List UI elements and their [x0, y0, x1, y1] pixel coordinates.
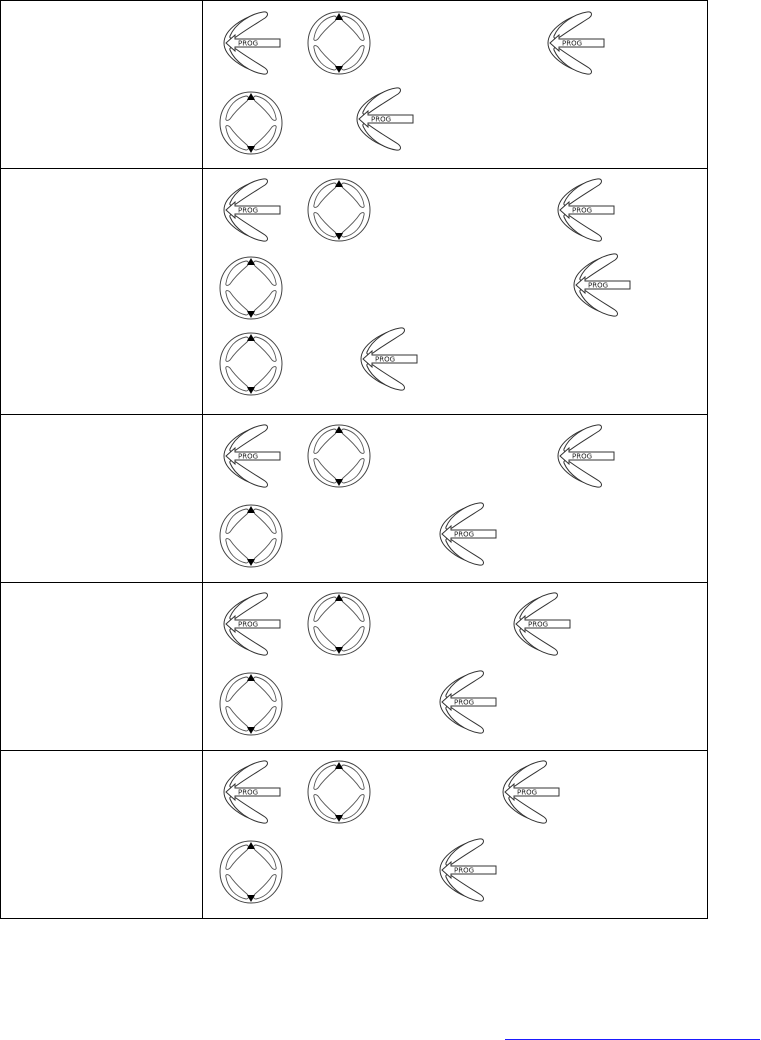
- step-label-cell: [1, 751, 203, 919]
- up-down-nav-key-icon: [216, 501, 286, 571]
- prog-key-icon: [433, 667, 503, 737]
- prog-key-icon: [433, 835, 503, 905]
- prog-key-icon: [217, 175, 287, 245]
- prog-key-icon: [350, 84, 420, 154]
- prog-key-icon: [541, 8, 611, 78]
- key-sequence-cell: [203, 169, 708, 415]
- key-sequence-cell: [203, 583, 708, 751]
- table-row: [1, 415, 708, 583]
- up-down-nav-key-icon: [216, 329, 286, 399]
- prog-key-icon: [551, 175, 621, 245]
- key-sequence-cell: [203, 751, 708, 919]
- prog-key-icon: [217, 8, 287, 78]
- up-down-nav-key-icon: [304, 8, 374, 78]
- prog-key-icon: [551, 421, 621, 491]
- up-down-nav-key-icon: [216, 88, 286, 158]
- prog-key-icon: [217, 589, 287, 659]
- step-label-cell: [1, 583, 203, 751]
- up-down-nav-key-icon: [304, 421, 374, 491]
- table-row: [1, 751, 708, 919]
- footer-link[interactable]: [505, 1028, 760, 1040]
- up-down-nav-key-icon: [304, 589, 374, 659]
- prog-key-icon: [217, 421, 287, 491]
- up-down-nav-key-icon: [216, 669, 286, 739]
- prog-key-icon: [354, 324, 424, 394]
- table-row: [1, 583, 708, 751]
- prog-key-icon: [567, 250, 637, 320]
- prog-key-icon: [217, 757, 287, 827]
- up-down-nav-key-icon: [216, 837, 286, 907]
- table-row: [1, 1, 708, 169]
- key-sequence-cell: [203, 1, 708, 169]
- step-label-cell: [1, 1, 203, 169]
- table-row: [1, 169, 708, 415]
- up-down-nav-key-icon: [304, 175, 374, 245]
- up-down-nav-key-icon: [216, 253, 286, 323]
- up-down-nav-key-icon: [304, 757, 374, 827]
- prog-key-icon: [433, 499, 503, 569]
- key-sequence-cell: [203, 415, 708, 583]
- step-label-cell: [1, 415, 203, 583]
- step-label-cell: [1, 169, 203, 415]
- prog-key-icon: [507, 589, 577, 659]
- prog-key-icon: [496, 757, 566, 827]
